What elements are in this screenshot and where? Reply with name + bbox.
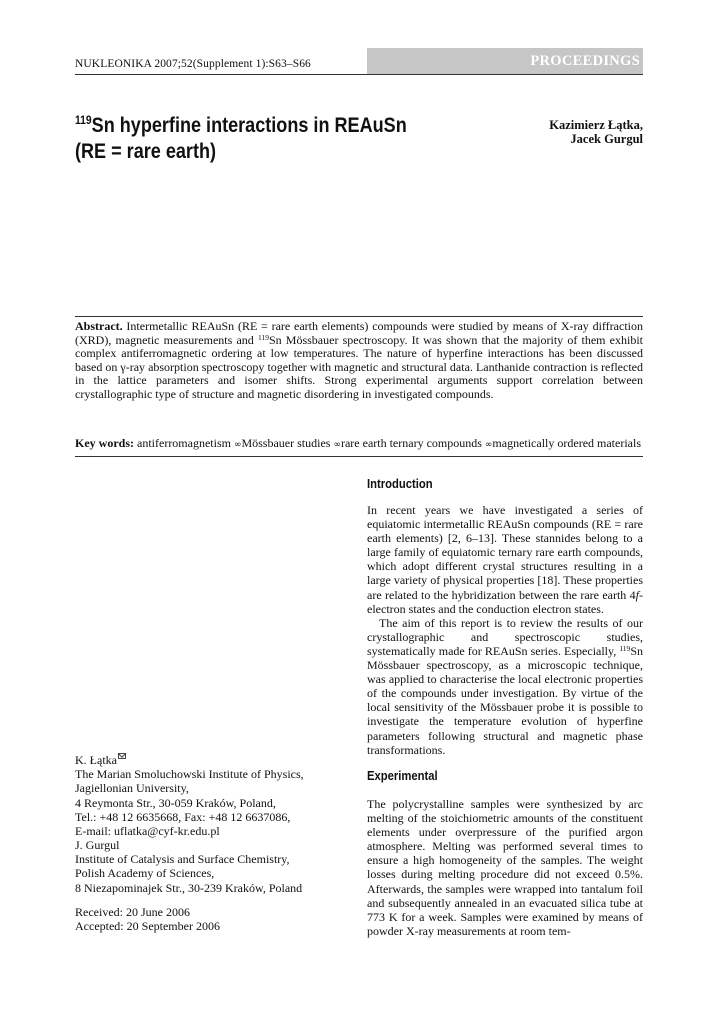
introduction-paragraph-2: The aim of this report is to review the results of our crystallographic and spectroscopic studies, systematically made for REAuSn series. Especially, $^{119}$Sn Mössbauer spectroscopy, as a microscopic technique, was applied to characterise the local electronic properties of the compounds under investigation. By virtue of the local sensitivity of the Mössbauer probe it is possible to investigate the temperature evolution of hyperfine parameters following structural and magnetic phase transformations. [367, 615, 643, 757]
envelope-icon [118, 753, 126, 759]
keywords-label: Key words: [75, 436, 134, 450]
dates [75, 905, 345, 933]
contact-email: E-mail: uflatka@cyf-kr.edu.pl [75, 824, 220, 839]
keyword-2: Mössbauer studies [241, 436, 331, 450]
keyword-3: rare earth ternary compounds [340, 436, 482, 450]
keywords [75, 436, 643, 452]
keyword-4: magnetically ordered materials [492, 436, 642, 450]
author-1: Kazimierz Łątka, [549, 118, 643, 132]
introduction-heading: Introduction [367, 477, 433, 491]
keyword-separator: ∞ [333, 440, 341, 450]
abstract-top-rule [75, 316, 643, 317]
introduction-paragraph-1: In recent years we have investigated a series of equiatomic intermetallic REAuSn compounds (RE = rare earth elements) [2, 6–13]. These stannides belong to a large family of equiatomic ternary rare earth compounds, which adopt different crystal structures resulting in a large variety of physical properties [18]. These properties are related to the hybridization between the rare earth 4f-electron states and the conduction electron states. [367, 503, 643, 616]
accepted-date: Accepted: 20 September 2006 [75, 919, 220, 934]
affiliation-1: K. Łątka The Marian Smoluchowski Institute of Physics, Jagiellonian University, 4 Reymonta Str., 30-059 Kraków, Poland, Tel.: +48 12 6635668, Fax: +48 12 6637086, E-mail: uflatka@cyf-kr.edu.pl [75, 753, 345, 838]
introduction-body [367, 503, 643, 757]
affiliation-1-name: K. Łątka [75, 753, 345, 767]
experimental-paragraph-1: The polycrystalline samples were synthesized by arc melting of the stoichiometric amounts of the constituent elements under overpressure of the purified argon atmosphere. Melting was performed several times to ensure a high homogeneity of the samples. The weight losses during melting procedure did not exceed 0.5%. Afterwards, the samples were wrapped into tantalum foil and subsequently annealed in an evacuated silica tube at 773 K for a week. Samples were examined by means of powder X-ray measurements at room tem- [367, 797, 643, 938]
journal-citation: NUKLEONIKA 2007;52(Supplement 1):S63–S66 [75, 58, 311, 70]
title-line-1: $^{119}$Sn hyperfine interactions in REAuSn [75, 113, 407, 137]
affiliation-2-name: J. Gurgul [75, 838, 120, 852]
keywords-bottom-rule [75, 456, 643, 457]
header-rule [75, 74, 643, 75]
experimental-heading: Experimental [367, 769, 438, 783]
keyword-separator: ∞ [484, 440, 493, 450]
keyword-1: antiferromagnetism [137, 436, 231, 450]
experimental-body [367, 797, 643, 938]
keyword-separator: ∞ [233, 440, 242, 450]
article-title [75, 113, 407, 165]
received-date: Received: 20 June 2006 [75, 905, 190, 919]
affiliation-2: J. Gurgul Institute of Catalysis and Surface Chemistry, Polish Academy of Sciences, 8 Niezapominajek Str., 30-239 Kraków, Poland [75, 838, 345, 895]
title-line-2: (RE = rare earth) [75, 140, 217, 163]
author-list [480, 118, 643, 146]
title-isotope-sup: 119 [75, 113, 92, 127]
abstract: Abstract. Intermetallic REAuSn (RE = rare earth elements) compounds were studied by means of X-ray diffraction (XRD), magnetic measurements and $^{119}$Sn Mössbauer spectroscopy. It was shown that the majority of them exhibit complex antiferromagnetic ordering at low temperatures. The nature of hyperfine interactions has been discussed based on γ-ray absorption spectroscopy together with magnetic and structural data. Lanthanide contraction is reflected in the lattice parameters and isomer shifts. Strong experimental arguments support correlation between crystallographic type of structure and magnetic disordering in investigated compounds. [75, 319, 643, 401]
abstract-label: Abstract. [75, 319, 123, 333]
author-2: Jacek Gurgul [570, 132, 643, 146]
section-banner: PROCEEDINGS [367, 48, 643, 74]
